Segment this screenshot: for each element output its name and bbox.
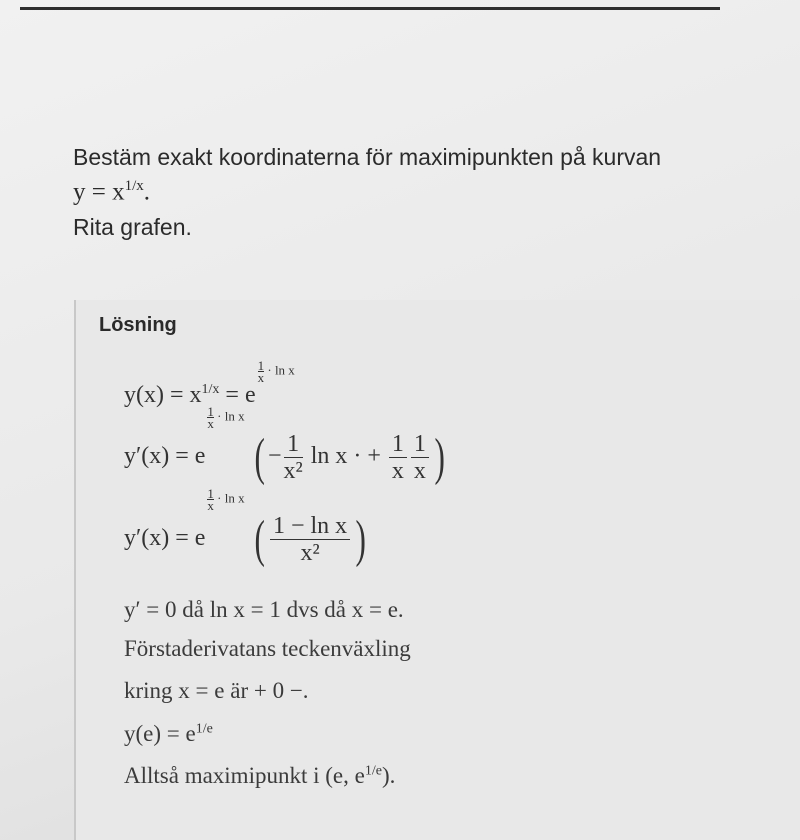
solution-box [74,300,800,840]
solution-line-5: Förstaderivatans teckenväxling [124,636,411,661]
exponent: $\frac{1}{x}$ · ln x [257,358,295,385]
solution-line-4: y′ = 0 då ln x = 1 dvs då x = e. [124,597,404,622]
solution-line-7: $y(e) = e^{1/e}$ [124,721,213,746]
solution-line-6: kring x = e är + 0 −. [124,678,309,703]
top-divider [20,7,720,10]
solution-line-3: y′(x) = e $\frac{1}{x}$ · ln x ( $\frac{\text{1 − ln x}}{\text{x²}}$ ) [124,486,367,568]
solution-line-8: Alltså maximipunkt i (e, $e^{1/e}$). [124,763,396,788]
solution-line-2: y′(x) = e $\frac{1}{x}$ · ln x ( − $\frac{1}{\text{x²}}$ ln x · + $\frac{1}{x}$ $\frac{1}{x}$ ) [124,404,445,486]
question-equation: $y = x^{1/x}$. [73,178,151,206]
solution-title: Lösning [99,314,177,336]
question-instruction: Rita grafen. [73,214,192,241]
question [73,142,793,241]
solution-line-1: $y(x) = x^{1/x} = e$ $\frac{1}{x}$ · ln x [124,358,295,408]
question-text: Bestäm exakt koordinaterna för maximipunkten på kurvan [73,144,662,170]
